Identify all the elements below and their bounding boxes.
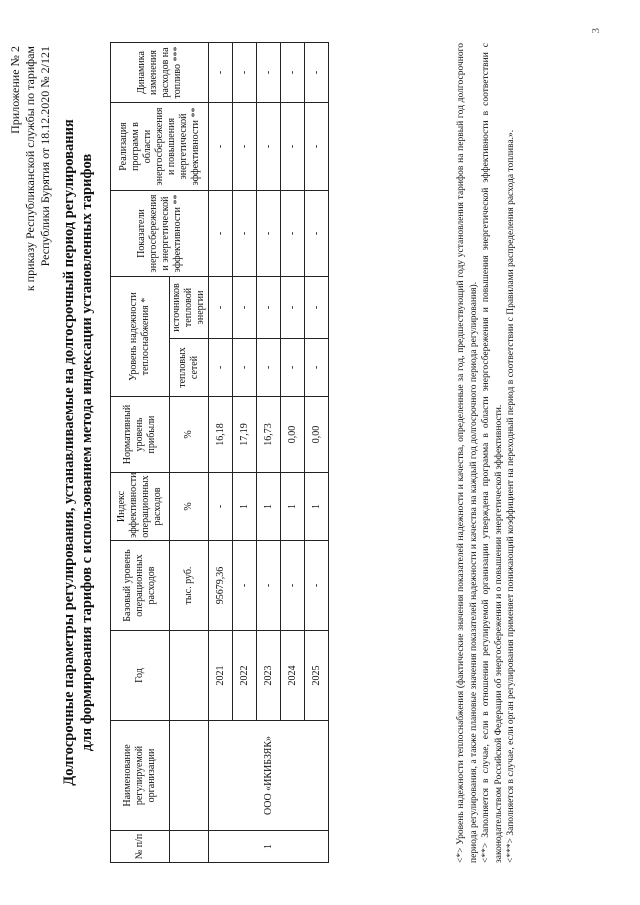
header-rel-source: источников тепловой энергии	[170, 277, 209, 339]
cell-year: 2021	[209, 631, 233, 721]
cell-program: -	[233, 103, 257, 191]
cell-networks: -	[209, 339, 233, 397]
footnote-2: <**> Заполняется в случае, если в отношении регулируемой организации утверждена программа в области энергосбережения и повышения энергетической эффективности в соответствии с законодательством Российской Федерации об энергосбережении и о повышении энергетической эффективности.	[481, 43, 504, 863]
header-org: Наименование регулируемой организации	[111, 721, 170, 831]
header-year: Год	[111, 631, 170, 721]
cell-base: -	[233, 541, 257, 631]
cell-fuel: -	[233, 43, 257, 103]
header-fuel: Динамика изменения расходов на топливо ***	[111, 43, 209, 103]
cell-source: -	[257, 277, 281, 339]
cell-index: 1	[257, 473, 281, 541]
header-index: Индекс эффективности операционных расходов	[111, 473, 170, 541]
cell-source: -	[233, 277, 257, 339]
cell-networks: -	[233, 339, 257, 397]
cell-profit: 16,18	[209, 397, 233, 473]
annex-line-3: Республики Бурятия от 18.12.2020 № 2/121	[38, 46, 52, 267]
header-energy: Показатели энергосбережения и энергетической эффективности **	[111, 191, 209, 277]
cell-year: 2023	[257, 631, 281, 721]
cell-year: 2025	[305, 631, 329, 721]
cell-year: 2024	[281, 631, 305, 721]
cell-fuel: -	[305, 43, 329, 103]
annex-line-2: к приказу Республиканской службы по тарифам	[23, 46, 37, 292]
cell-profit: 17,19	[233, 397, 257, 473]
cell-index: -	[209, 473, 233, 541]
cell-fuel: -	[281, 43, 305, 103]
cell-profit: 16,73	[257, 397, 281, 473]
annex-header	[8, 46, 53, 291]
cell-networks: -	[257, 339, 281, 397]
cell-networks: -	[281, 339, 305, 397]
cell-program: -	[209, 103, 233, 191]
cell-profit: 0,00	[305, 397, 329, 473]
cell-energy: -	[257, 191, 281, 277]
cell-energy: -	[305, 191, 329, 277]
header-num: № п/п	[111, 831, 170, 863]
cell-index: 1	[233, 473, 257, 541]
page-number: 3	[590, 28, 602, 34]
header-profit: Нормативный уровень прибыли	[111, 397, 170, 473]
org-name: ООО «ИКИБЗЯК»	[209, 721, 329, 831]
unit-base: тыс. руб.	[170, 541, 209, 631]
cell-base: -	[305, 541, 329, 631]
cell-profit: 0,00	[281, 397, 305, 473]
header-rel-networks: тепловых сетей	[170, 339, 209, 397]
unit-profit: %	[170, 397, 209, 473]
header-reliability: Уровень надежности теплоснабжения *	[111, 277, 170, 397]
cell-program: -	[305, 103, 329, 191]
cell-source: -	[305, 277, 329, 339]
cell-source: -	[281, 277, 305, 339]
cell-base: 95679,36	[209, 541, 233, 631]
footnote-1: <*> Уровень надежности теплоснабжения (фактические значения показателей надежности и качества, определенные за год, предшествующий году установления тарифов на первый год долгосрочного периода регулирования, а также плановые значения показателей надежности и качества на каждый год долгосрочного периода регулирования).	[456, 43, 479, 863]
unit-num-empty	[170, 831, 209, 863]
document-title	[60, 40, 96, 865]
cell-base: -	[281, 541, 305, 631]
footnote-3: <***> Заполняется в случае, если орган регулирования применяет понижающий коэффициент на переходный период в соответствии с Правилами распределения расхода топлива.».	[506, 129, 516, 863]
header-program: Реализация программ в области энергосбережения и повышения энергетической эффективности **	[111, 103, 209, 191]
cell-year: 2022	[233, 631, 257, 721]
cell-base: -	[257, 541, 281, 631]
unit-index: %	[170, 473, 209, 541]
table-row	[209, 43, 233, 863]
header-row-1	[111, 43, 170, 863]
annex-line-1: Приложение № 2	[8, 46, 22, 134]
cell-energy: -	[233, 191, 257, 277]
footnotes	[455, 43, 518, 863]
cell-energy: -	[209, 191, 233, 277]
cell-source: -	[209, 277, 233, 339]
title-line-1: Долгосрочные параметры регулирования, устанавливаемые на долгосрочный период регулирования	[61, 119, 77, 786]
parameters-table	[110, 42, 329, 863]
cell-index: 1	[281, 473, 305, 541]
header-base: Базовый уровень операционных расходов	[111, 541, 170, 631]
unit-year-empty	[170, 631, 209, 721]
cell-fuel: -	[257, 43, 281, 103]
unit-org-empty	[170, 721, 209, 831]
cell-program: -	[281, 103, 305, 191]
cell-index: 1	[305, 473, 329, 541]
cell-energy: -	[281, 191, 305, 277]
cell-fuel: -	[209, 43, 233, 103]
title-line-2: для формирования тарифов с использованием метода индексации установленных тарифов	[79, 153, 95, 752]
cell-networks: -	[305, 339, 329, 397]
cell-program: -	[257, 103, 281, 191]
row-number: 1	[209, 831, 329, 863]
